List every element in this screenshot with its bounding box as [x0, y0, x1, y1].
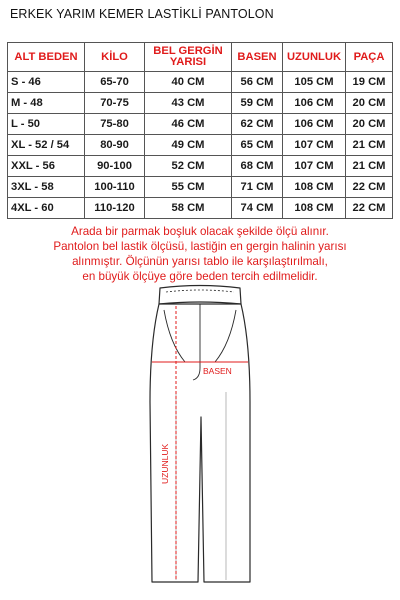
cell-alt-beden: 3XL - 58: [8, 177, 85, 198]
fly-stitch: [193, 304, 200, 380]
cell-uzunluk: 106 CM: [283, 93, 346, 114]
waistband-outline: [159, 286, 241, 305]
header-paca: PAÇA: [346, 43, 393, 72]
cell-basen: 56 CM: [232, 72, 283, 93]
note-line: Pantolon bel lastik ölçüsü, lastiğin en gergin halinin yarısı: [53, 240, 347, 253]
cell-kilo: 75-80: [85, 114, 145, 135]
cell-uzunluk: 106 CM: [283, 114, 346, 135]
header-kilo: KİLO: [85, 43, 145, 72]
cell-basen: 71 CM: [232, 177, 283, 198]
cell-bel: 46 CM: [145, 114, 232, 135]
note-line: Arada bir parmak boşluk olacak şekilde ölçü alınır.: [71, 225, 329, 238]
cell-bel: 55 CM: [145, 177, 232, 198]
right-pocket: [215, 310, 236, 362]
cell-alt-beden: M - 48: [8, 93, 85, 114]
cell-kilo: 90-100: [85, 156, 145, 177]
cell-kilo: 65-70: [85, 72, 145, 93]
cell-uzunluk: 108 CM: [283, 198, 346, 219]
cell-alt-beden: XXL - 56: [8, 156, 85, 177]
page-title: ERKEK YARIM KEMER LASTİKLİ PANTOLON: [10, 7, 274, 21]
pants-diagram: [0, 282, 400, 600]
cell-paca: 22 CM: [346, 177, 393, 198]
cell-bel: 43 CM: [145, 93, 232, 114]
cell-alt-beden: XL - 52 / 54: [8, 135, 85, 156]
cell-bel: 58 CM: [145, 198, 232, 219]
cell-kilo: 100-110: [85, 177, 145, 198]
waistband-elastic: [166, 290, 234, 292]
table-row: [8, 93, 393, 114]
header-bel-gergin-yarisi: BEL GERGİN YARISI: [145, 43, 232, 72]
cell-basen: 65 CM: [232, 135, 283, 156]
table-row: [8, 177, 393, 198]
table-row: [8, 114, 393, 135]
table-header-row: [8, 43, 393, 72]
cell-kilo: 110-120: [85, 198, 145, 219]
cell-alt-beden: S - 46: [8, 72, 85, 93]
table-row: [8, 156, 393, 177]
cell-paca: 22 CM: [346, 198, 393, 219]
cell-uzunluk: 107 CM: [283, 135, 346, 156]
cell-alt-beden: 4XL - 60: [8, 198, 85, 219]
cell-uzunluk: 107 CM: [283, 156, 346, 177]
cell-basen: 59 CM: [232, 93, 283, 114]
table-row: [8, 135, 393, 156]
cell-paca: 21 CM: [346, 156, 393, 177]
cell-bel: 49 CM: [145, 135, 232, 156]
header-basen: BASEN: [232, 43, 283, 72]
cell-paca: 21 CM: [346, 135, 393, 156]
cell-uzunluk: 105 CM: [283, 72, 346, 93]
header-uzunluk: UZUNLUK: [283, 43, 346, 72]
cell-paca: 19 CM: [346, 72, 393, 93]
note-line: en büyük ölçüye göre beden tercih edilmelidir.: [82, 270, 318, 283]
cell-bel: 40 CM: [145, 72, 232, 93]
table-row: [8, 198, 393, 219]
cell-basen: 74 CM: [232, 198, 283, 219]
cell-basen: 62 CM: [232, 114, 283, 135]
cell-basen: 68 CM: [232, 156, 283, 177]
length-label: UZUNLUK: [160, 443, 170, 484]
note-line: alınmıştır. Ölçünün yarısı tablo ile karşılaştırılmalı,: [72, 255, 328, 268]
table-row: [8, 72, 393, 93]
header-alt-beden: ALT BEDEN: [8, 43, 85, 72]
cell-alt-beden: L - 50: [8, 114, 85, 135]
left-pocket: [164, 310, 185, 362]
cell-kilo: 70-75: [85, 93, 145, 114]
size-table: [7, 42, 393, 219]
hip-label: BASEN: [203, 366, 232, 376]
cell-bel: 52 CM: [145, 156, 232, 177]
cell-uzunluk: 108 CM: [283, 177, 346, 198]
cell-paca: 20 CM: [346, 93, 393, 114]
cell-paca: 20 CM: [346, 114, 393, 135]
measurement-note: [10, 224, 390, 284]
cell-kilo: 80-90: [85, 135, 145, 156]
